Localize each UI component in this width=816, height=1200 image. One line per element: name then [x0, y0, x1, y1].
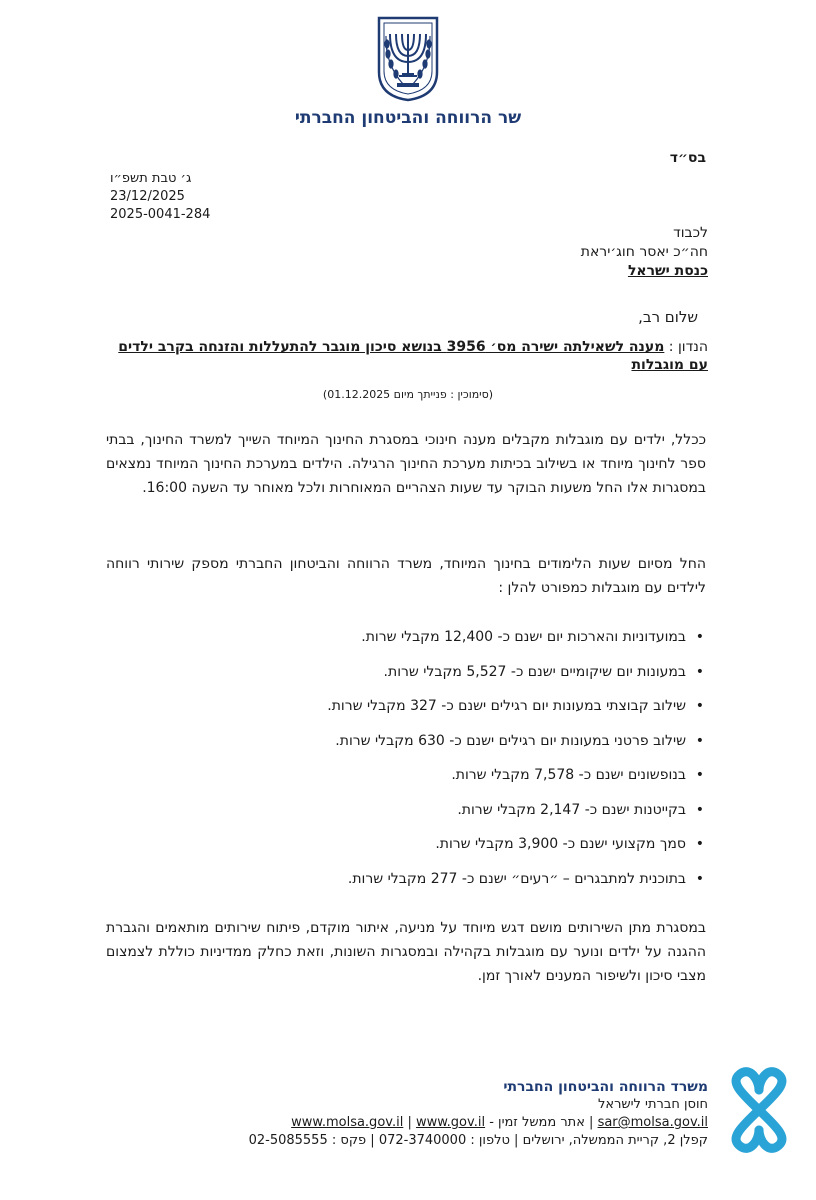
addressee-name: חה״כ יאסר חוג׳יראת	[580, 244, 708, 260]
list-item: • במעונות יום שיקומיים ישנם כ- 5,527 מקבלי שרות.	[106, 663, 706, 698]
greeting: שלום רב,	[638, 308, 698, 326]
footer-address-line: קפלן 2, קריית הממשלה, ירושלים | טלפון : 072-3740000 | פקס : 02-5085555	[248, 1133, 708, 1148]
addressee-to: לכבוד	[673, 225, 708, 241]
list-item: • שילוב פרטני במעונות יום רגילים ישנם כ- 630 מקבלי שרות.	[106, 732, 706, 767]
paragraph-3: במסגרת מתן השירותים מושם דגש מיוחד על מניעה, איתור מוקדם, פיתוח שירותים מותאמים והגברת ההגנה על ילדים ונוער עם מוגבלות בקהילה ובמסגרות השונות, וזאת כחלק ממדיניות כוללת לצמצום מצבי סיכון ולשיפור המענים לאורך זמן.	[106, 920, 706, 984]
footer	[188, 1078, 708, 1150]
footer-site-label: אתר ממשל זמין -	[489, 1115, 585, 1130]
paragraph-1: ככלל, ילדים עם מוגבלות מקבלים מענה חינוכי במסגרת החינוך המיוחד השייך למשרד החינוך, בבתי ספר לחינוך מיוחד או בשילוב בכיתות מערכת החינוך הרגילה. הילדים במערכת החינוך המיוחד נמצאים במסגרות אלו החל משעות הבוקר עד שעות הצהריים המאוחרות ולכל מאוחר עד השעה 16:00.	[106, 432, 706, 496]
date-block	[110, 170, 210, 224]
list-item: • במועדוניות והארכות יום ישנם כ- 12,400 מקבלי שרות.	[106, 628, 706, 663]
services-list	[106, 628, 706, 904]
hebrew-date: ג׳ טבת תשפ״ו	[110, 171, 192, 186]
footer-address: קפלן 2, קריית הממשלה, ירושלים	[522, 1133, 708, 1148]
footer-title: משרד הרווחה והביטחון החברתי	[503, 1079, 708, 1095]
subject-text: מענה לשאילתה ישירה מס׳ 3956 בנושא סיכון מוגבר להתעללות והזנחה בקרב ילדים עם מוגבלות	[118, 339, 708, 373]
bsd-mark: בס״ד	[669, 150, 706, 166]
site-link-gov[interactable]: www.gov.il	[415, 1115, 486, 1130]
subject-label: הנדון :	[668, 339, 708, 355]
addressee-block	[581, 224, 708, 281]
list-item: • שילוב קבוצתי במעונות יום רגילים ישנם כ- 327 מקבלי שרות.	[106, 697, 706, 732]
ministry-title: שר הרווחה והביטחון החברתי	[294, 108, 522, 128]
email-link[interactable]: sar@molsa.gov.il	[597, 1115, 708, 1130]
footer-subtitle: חוסן חברתי לישראל	[598, 1097, 708, 1112]
reference-number: 2025-0041-284	[110, 207, 211, 222]
footer-phone: טלפון : 072-3740000	[378, 1133, 510, 1148]
subject-line	[108, 338, 708, 374]
addressee-org: כנסת ישראל	[627, 263, 708, 279]
footer-fax: פקס : 02-5085555	[248, 1133, 367, 1148]
list-item: • בקייטנות ישנם כ- 2,147 מקבלי שרות.	[106, 801, 706, 836]
list-item: • בתוכנית למתבגרים – ״רעים״ ישנם כ- 277 מקבלי שרות.	[106, 870, 706, 905]
paragraph-2: החל מסיום שעות הלימודים בחינוך המיוחד, משרד הרווחה והביטחון החברתי מספק שירותי רווחה לילדים עם מוגבלות כמפורט להלן :	[106, 556, 706, 596]
gregorian-date: 23/12/2025	[110, 189, 185, 204]
reference-note: (סימוכין : פנייתך מיום 01.12.2025)	[322, 388, 494, 401]
state-emblem-icon	[375, 14, 441, 102]
site-link-molsa[interactable]: www.molsa.gov.il	[291, 1115, 404, 1130]
list-item: • בנופשונים ישנם כ- 7,578 מקבלי שרות.	[106, 766, 706, 801]
list-item: • סמך מקצועי ישנם כ- 3,900 מקבלי שרות.	[106, 835, 706, 870]
footer-contact-line: sar@molsa.gov.il | אתר ממשל זמין - www.molsa.gov.il | www.gov.il	[291, 1115, 708, 1130]
ministry-logo-icon	[722, 1062, 796, 1158]
